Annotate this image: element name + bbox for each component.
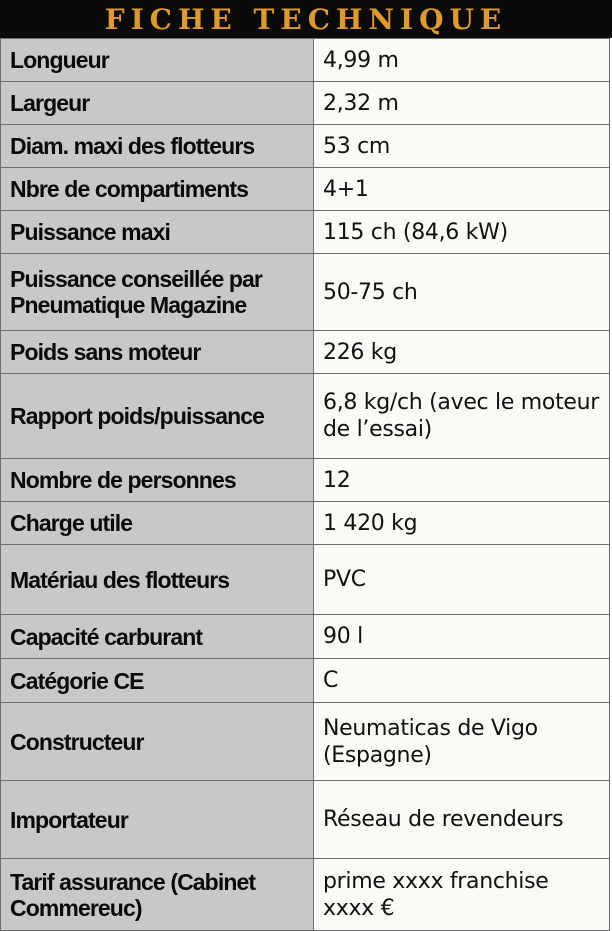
row-label: Charge utile — [1, 502, 314, 545]
row-value: C — [314, 659, 610, 703]
row-label: Largeur — [1, 82, 314, 125]
table-row — [1, 703, 610, 781]
row-value: 90 l — [314, 615, 610, 659]
table-row — [1, 211, 610, 254]
row-value: prime xxxx franchise xxxx € — [314, 859, 610, 931]
table-row — [1, 254, 610, 331]
table-row — [1, 502, 610, 545]
row-value: 1 420 kg — [314, 502, 610, 545]
table-row — [1, 545, 610, 615]
table-row — [1, 82, 610, 125]
row-label: Poids sans moteur — [1, 331, 314, 374]
row-value: PVC — [314, 545, 610, 615]
spec-table — [0, 38, 610, 931]
sheet-title: FICHE TECHNIQUE — [0, 0, 612, 38]
row-label: Puissance maxi — [1, 211, 314, 254]
row-label: Importateur — [1, 781, 314, 859]
row-value: 6,8 kg/ch (avec le moteur de l’essai) — [314, 374, 610, 459]
row-value: 4,99 m — [314, 39, 610, 82]
row-value: Neumaticas de Vigo (Espagne) — [314, 703, 610, 781]
table-row — [1, 659, 610, 703]
table-row — [1, 374, 610, 459]
row-label: Rapport poids/puissance — [1, 374, 314, 459]
row-value: 4+1 — [314, 168, 610, 211]
table-row — [1, 125, 610, 168]
row-value: 226 kg — [314, 331, 610, 374]
row-label: Diam. maxi des flotteurs — [1, 125, 314, 168]
row-value: 115 ch (84,6 kW) — [314, 211, 610, 254]
row-label: Nombre de personnes — [1, 459, 314, 502]
row-value: 53 cm — [314, 125, 610, 168]
row-value: 12 — [314, 459, 610, 502]
row-label: Catégorie CE — [1, 659, 314, 703]
table-row — [1, 459, 610, 502]
row-label: Longueur — [1, 39, 314, 82]
table-row — [1, 615, 610, 659]
row-label: Matériau des flotteurs — [1, 545, 314, 615]
table-row — [1, 781, 610, 859]
row-label: Constructeur — [1, 703, 314, 781]
table-row — [1, 168, 610, 211]
row-value: 2,32 m — [314, 82, 610, 125]
row-label: Tarif assurance (Cabinet Commereuc) — [1, 859, 314, 931]
row-label: Nbre de compartiments — [1, 168, 314, 211]
row-value: 50-75 ch — [314, 254, 610, 331]
row-label: Puissance conseillée par Pneumatique Magazine — [1, 254, 314, 331]
table-row — [1, 331, 610, 374]
row-value: Réseau de revendeurs — [314, 781, 610, 859]
table-row — [1, 859, 610, 931]
table-row — [1, 39, 610, 82]
row-label: Capacité carburant — [1, 615, 314, 659]
